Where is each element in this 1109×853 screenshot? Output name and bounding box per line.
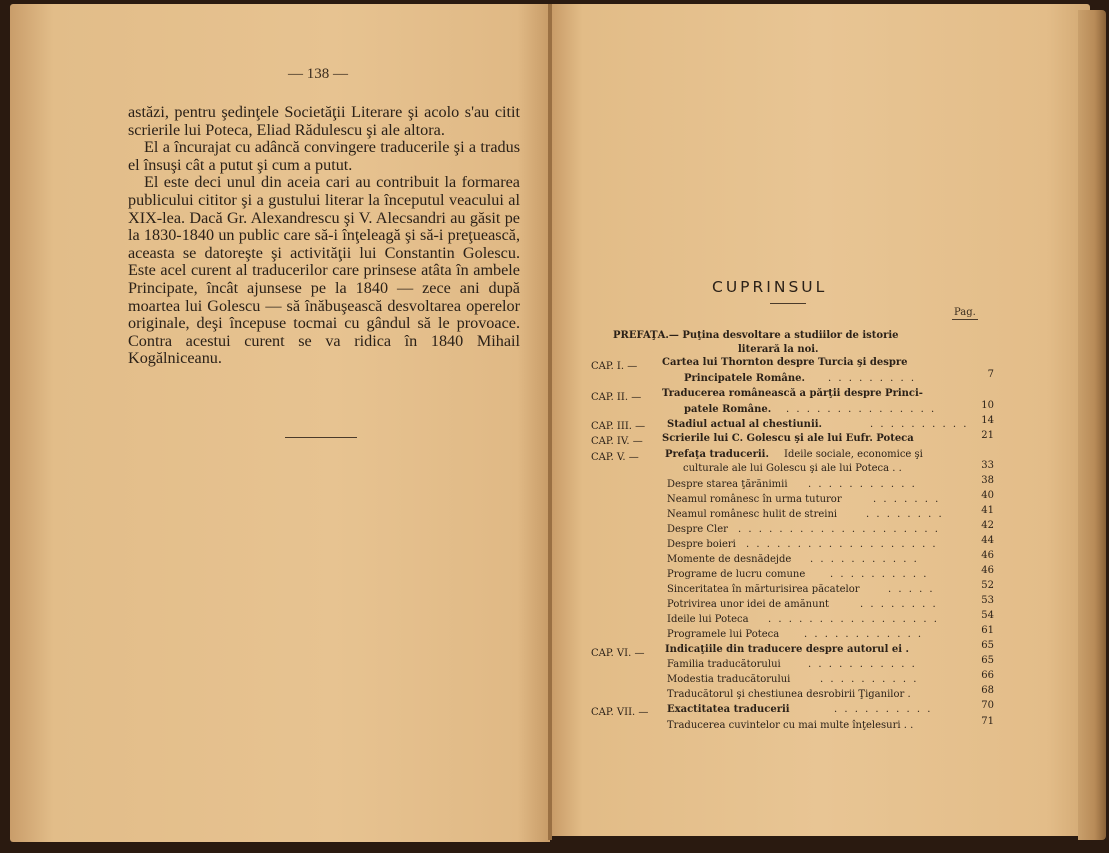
toc-page-number: 70: [981, 700, 994, 711]
toc-page-number: 54: [981, 610, 994, 621]
toc-page-number: 42: [981, 520, 994, 531]
toc-page-number: 46: [981, 550, 994, 561]
toc-chapter-label: CAP. IV. —: [591, 436, 643, 447]
toc-page-number: 7: [987, 369, 994, 380]
toc-entry: Exactitatea traducerii: [667, 704, 790, 715]
toc-chapter-label: CAP. II. —: [591, 392, 642, 403]
pag-label: Pag.: [954, 307, 976, 318]
page-number: — 138 —: [288, 66, 348, 82]
toc-entry: Cartea lui Thornton despre Turcia şi despre: [662, 357, 908, 368]
toc-chapter-label: CAP. VII. —: [591, 707, 649, 718]
toc-page-number: 44: [981, 535, 994, 546]
paragraph: El a încurajat cu adâncă convingere traducerile şi a tradus el însuşi cât a putut şi cum a putut.: [128, 138, 520, 174]
toc-page-number: 10: [981, 400, 994, 411]
toc-subentry: Despre boieri: [667, 539, 736, 550]
toc-subentry: Potrivirea unor idei de amănunt: [667, 599, 830, 610]
toc-subentry: Ideile lui Poteca: [667, 614, 749, 625]
toc-subentry: Traducătorul şi chestiunea desrobirii Ţiganilor .: [667, 689, 911, 700]
toc-subentry: Modestia traducătorului: [667, 674, 791, 685]
toc-chapter-label: CAP. V. —: [591, 452, 639, 463]
toc-chapter-label: CAP. III. —: [591, 421, 646, 432]
toc-entry: PREFAŢA.— Puţina desvoltare a studiilor de istorie: [613, 330, 899, 341]
table-of-contents: PREFAŢA.— Puţina desvoltare a studiilor de istorie literară la noi. CAP. I. — Cartea lui Thornton despre Turcia şi despre Principatele Române. . . . . . . . . . 7 CAP. II. — Traducerea românească a părţii despre Princi- patele Române. . . . . . . . . . . . . . . . 10 CAP. III. — Stadiul actual al chestiunii. . . . . . . . . . . 14 CAP. IV. — Scrierile lui C. Golescu şi ale lui Eufr. Poteca 21 CAP. V. — Prefaţa traducerii. Ideile sociale, economice şi culturale ale lui Golescu şi ale lui Poteca . . 33 Despre starea ţărănimii . . . . . . . . . . . 38 Neamul românesc în urma tuturor . . . . . . . 40 Neamul românesc hulit de streini . . . . . . . . 41 Despre Cler . . . . . . . . . . . . . . . . . . . . 42 Despre boieri . . . . . . . . . . . . . . . . . . . 44 Momente de desnădejde . . . . . . . . . . . 46 Programe de lucru comune . . . . . . . . . . 46 Sinceritatea în mărturisirea păcatelor . . . . . 52 Potrivirea unor idei de amănunt . . . . . . . . 53 Ideile lui Poteca . . . . . . . . . . . . . . . . . 54 Programele lui Poteca . . . . . . . . . . . . 61 CAP. VI. — Indicaţiile din traducere despre autorul ei . 65 Familia traducătorului . . . . . . . . . . . 65 Modestia traducătorului . . . . . . . . . . 66 Traducătorul şi chestiunea desrobirii Ţiganilor . 68 CAP. VII. — Exactitatea traducerii . . . . . . . . . . 70 Traducerea cuvintelor cu mai multe înţelesuri . . 71: [591, 330, 994, 731]
toc-page-number: 21: [981, 430, 994, 441]
toc-subentry: Traducerea cuvintelor cu mai multe înţelesuri . .: [667, 720, 914, 731]
toc-subentry: Familia traducătorului: [667, 659, 781, 670]
toc-page-number: 71: [981, 716, 994, 727]
toc-subentry: Programele lui Poteca: [667, 629, 780, 640]
toc-title: CUPRINSUL: [712, 278, 828, 296]
toc-subentry: Programe de lucru comune: [667, 569, 806, 580]
toc-chapter-label: CAP. VI. —: [591, 648, 645, 659]
toc-entry: Prefaţa traducerii.: [665, 449, 769, 460]
toc-subentry: Neamul românesc în urma tuturor: [667, 494, 842, 505]
toc-subentry: Neamul românesc hulit de streini: [667, 509, 838, 520]
toc-page-number: 14: [981, 415, 994, 426]
toc-page-number: 52: [981, 580, 994, 591]
toc-page-number: 65: [981, 655, 994, 666]
toc-subentry: Despre starea ţărănimii: [667, 479, 788, 490]
toc-entry: literară la noi.: [738, 344, 819, 355]
toc-entry-subtitle: Ideile sociale, economice şi: [784, 449, 923, 460]
paragraph: El este deci unul din aceia cari au contribuit la formarea publicului cititor şi a gustului literar la începutul veacului al XIX-lea. Dacă Gr. Alexandrescu şi V. Alecsandri au găsit pe la 1830-1840 un public care să-i înţeleagă şi să-i preţuească, aceasta se datoreşte şi activităţii lui Constantin Golescu. Este acel curent al traducerilor care prinsese atâta în ambele Principate, încât ajunsese pe la 1840 — zece ani după moartea lui Golescu — să înăbuşească desvoltarea operelor originale, deşi începuse tocmai cu gândul să le provoace. Contra acestui curent se va ridica în 1840 Mihail Kogălniceanu.: [128, 173, 520, 368]
toc-entry: Traducerea românească a părţii despre Princi-: [662, 388, 923, 399]
toc-page-number: 66: [981, 670, 994, 681]
toc-page-number: 61: [981, 625, 994, 636]
toc-entry: Principatele Române.: [684, 373, 805, 384]
toc-page-number: 53: [981, 595, 994, 606]
toc-subentry: Despre Cler: [667, 524, 728, 535]
toc-entry: Scrierile lui C. Golescu şi ale lui Eufr. Poteca: [662, 433, 914, 444]
toc-subentry: Sinceritatea în mărturisirea păcatelor: [667, 584, 860, 595]
toc-entry: culturale ale lui Golescu şi ale lui Poteca . .: [683, 463, 902, 474]
toc-entry: Indicaţiile din traducere despre autorul ei .: [665, 644, 909, 655]
paragraph: astăzi, pentru şedinţele Societăţii Literare şi acolo s'au citit scrierile lui Poteca, Eliad Rădulescu şi ale altora.: [128, 103, 520, 139]
toc-page-number: 41: [981, 505, 994, 516]
toc-page-number: 40: [981, 490, 994, 501]
toc-page-number: 33: [981, 460, 994, 471]
toc-subentry: Momente de desnădejde: [667, 554, 792, 565]
toc-page-number: 46: [981, 565, 994, 576]
toc-page-number: 38: [981, 475, 994, 486]
toc-chapter-label: CAP. I. —: [591, 361, 638, 372]
toc-page-number: 65: [981, 640, 994, 651]
toc-entry: patele Române.: [684, 404, 772, 415]
toc-entry: Stadiul actual al chestiunii.: [667, 419, 823, 430]
toc-page-number: 68: [981, 685, 994, 696]
